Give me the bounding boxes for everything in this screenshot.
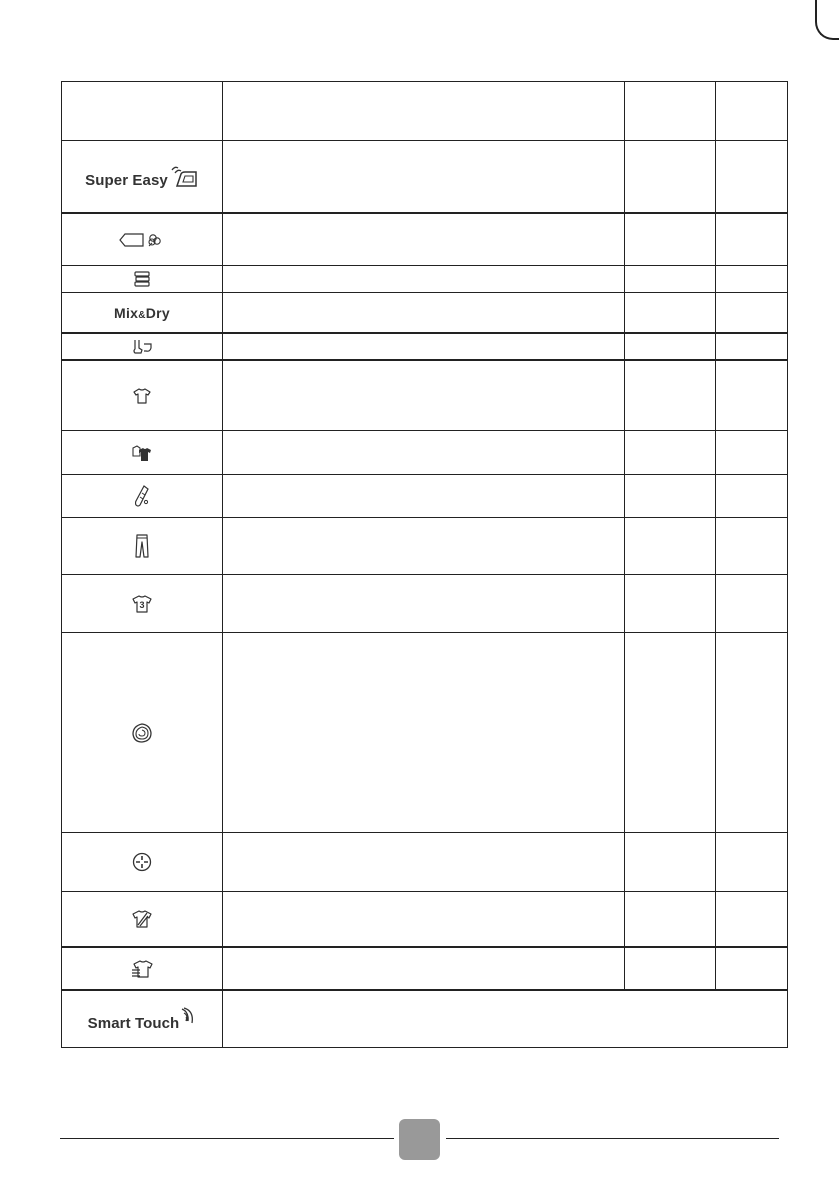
program-cell-stacked bbox=[62, 266, 223, 292]
table-row bbox=[62, 632, 787, 832]
program-cell-shirt bbox=[62, 361, 223, 430]
shirt-3-label: 3 bbox=[139, 599, 145, 610]
header-cell-description bbox=[223, 82, 625, 140]
footer-rule-right bbox=[446, 1138, 779, 1139]
smart-touch-logo bbox=[88, 1007, 197, 1032]
page-number-tab bbox=[399, 1119, 440, 1160]
program-cell-cotton bbox=[62, 214, 223, 265]
header-cell-program bbox=[62, 82, 223, 140]
table-row bbox=[62, 474, 787, 517]
super-easy-iron-icon bbox=[169, 164, 199, 190]
smart-touch-text: Smart Touch bbox=[87, 1014, 180, 1032]
program-cell-shirt-crossed bbox=[62, 892, 223, 946]
program-cell-wool bbox=[62, 633, 223, 832]
program-cell-shirt-3 bbox=[62, 575, 223, 632]
table-row bbox=[62, 574, 787, 632]
mix-and-dry-amp: & bbox=[138, 309, 146, 321]
program-cell-dark bbox=[62, 431, 223, 474]
mix-and-dry-mix: Mix bbox=[113, 304, 139, 321]
jeans-icon bbox=[135, 534, 149, 558]
program-cell-super-easy bbox=[62, 141, 223, 212]
shirt-3-icon bbox=[132, 595, 152, 613]
program-cell-smart-touch bbox=[62, 991, 223, 1047]
stacked-laundry-icon bbox=[133, 270, 151, 288]
table-row bbox=[62, 517, 787, 574]
table-header-row bbox=[62, 82, 787, 140]
table-row bbox=[62, 292, 787, 332]
page-corner-mark bbox=[815, 0, 839, 40]
table-row bbox=[62, 359, 787, 430]
sock-boot-icon bbox=[131, 339, 153, 355]
dark-clothes-icon bbox=[131, 444, 153, 462]
super-easy-text: Super Easy bbox=[85, 171, 168, 189]
table-row bbox=[62, 430, 787, 474]
program-cell-mix-and-dry bbox=[62, 293, 223, 332]
shirt-dry-icon bbox=[131, 960, 153, 978]
super-easy-logo bbox=[85, 164, 199, 190]
table-row bbox=[62, 212, 787, 265]
header-cell-col4 bbox=[716, 82, 787, 140]
baby-bottle-icon bbox=[135, 485, 149, 507]
table-row bbox=[62, 265, 787, 292]
table-row bbox=[62, 332, 787, 359]
footer-rule-left bbox=[60, 1138, 394, 1139]
table-row bbox=[62, 891, 787, 946]
mix-and-dry-icon bbox=[114, 305, 170, 321]
shirt-icon bbox=[133, 388, 151, 404]
program-table bbox=[61, 81, 788, 1048]
table-row bbox=[62, 946, 787, 989]
program-cell-rapid bbox=[62, 833, 223, 891]
cotton-label-icon bbox=[119, 232, 165, 248]
table-row bbox=[62, 832, 787, 891]
header-cell-col3 bbox=[625, 82, 716, 140]
wool-ball-icon bbox=[131, 722, 153, 744]
smart-touch-nfc-icon bbox=[180, 1007, 196, 1029]
shirt-crossed-icon bbox=[132, 910, 152, 928]
program-cell-baby bbox=[62, 475, 223, 517]
program-cell-jeans bbox=[62, 518, 223, 574]
program-cell-shirt-dry bbox=[62, 948, 223, 989]
table-row bbox=[62, 989, 787, 1047]
mix-and-dry-dry: Dry bbox=[145, 304, 171, 321]
program-cell-sock bbox=[62, 334, 223, 359]
table-row bbox=[62, 140, 787, 212]
rapid-cross-icon bbox=[132, 852, 152, 872]
